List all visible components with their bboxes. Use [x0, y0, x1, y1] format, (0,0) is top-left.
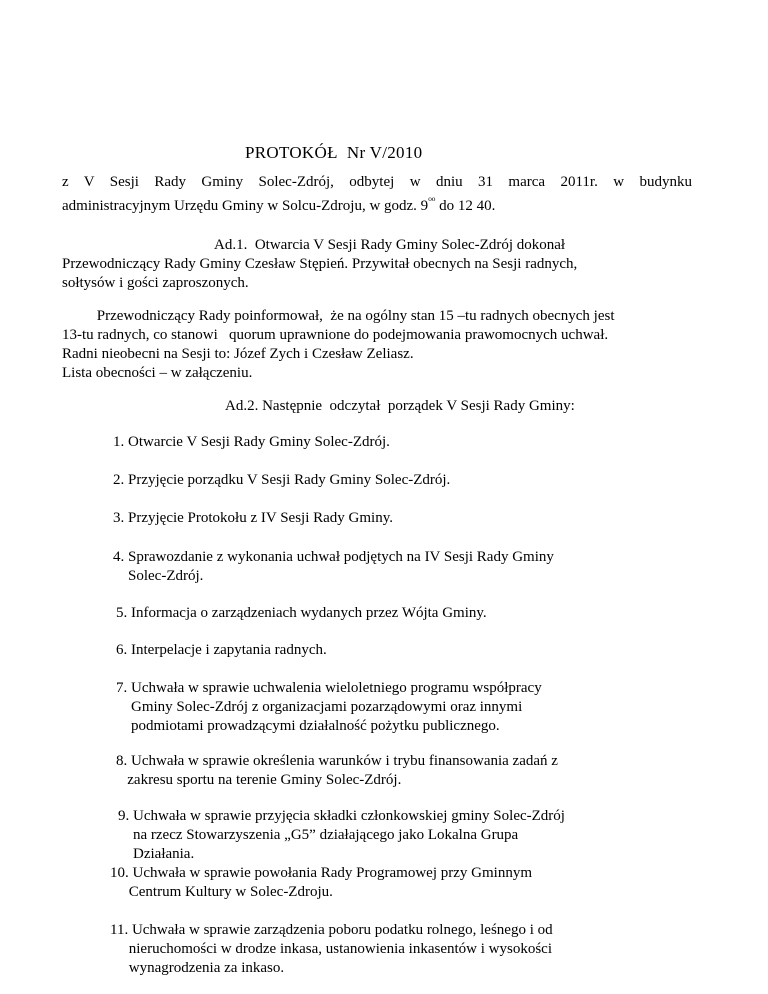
agenda-item-9-line-1: 9. Uchwała w sprawie przyjęcia składki członkowskiej gminy Solec-Zdrój: [118, 808, 565, 824]
time-superscript: ⁰⁰: [428, 196, 436, 206]
quorum-line-2: 13-tu radnych, co stanowi quorum uprawnione do podejmowania prawomocnych uchwał.: [62, 327, 609, 343]
agenda-item-4-line-1: 4. Sprawozdanie z wykonania uchwał podjętych na IV Sesji Rady Gminy: [113, 549, 554, 565]
agenda-item-8-line-1: 8. Uchwała w sprawie określenia warunków i trybu finansowania zadań z: [116, 753, 558, 769]
quorum-line-4: Lista obecności – w załączeniu.: [62, 365, 253, 381]
quorum-line-1: Przewodniczący Rady poinformował, że na ogólny stan 15 –tu radnych obecnych jest: [78, 308, 615, 324]
agenda-item-1: 1. Otwarcie V Sesji Rady Gminy Solec-Zdrój.: [113, 434, 390, 450]
agenda-item-11-line-1: 11. Uchwała w sprawie zarządzenia poboru podatku rolnego, leśnego i od: [110, 922, 553, 938]
agenda-item-7-line-1: 7. Uchwała w sprawie uchwalenia wieloletniego programu współpracy: [116, 680, 542, 696]
quorum-line-3: Radni nieobecni na Sesji to: Józef Zych i Czesław Zeliasz.: [62, 346, 414, 362]
agenda-item-7-line-3: podmiotami prowadzącymi działalność pożytku publicznego.: [116, 718, 500, 734]
document-title: PROTOKÓŁ Nr V/2010: [245, 143, 423, 162]
agenda-item-7-line-2: Gminy Solec-Zdrój z organizacjami pozarządowymi oraz innymi: [116, 699, 523, 715]
agenda-item-5: 5. Informacja o zarządzeniach wydanych przez Wójta Gminy.: [116, 605, 487, 621]
intro-line-2: [62, 192, 495, 215]
ad1-line-3: sołtysów i gości zaproszonych.: [62, 275, 249, 291]
intro-line-2-end: do 12 40.: [435, 198, 496, 214]
agenda-item-9-line-3: Działania.: [118, 846, 195, 862]
agenda-item-6: 6. Interpelacje i zapytania radnych.: [116, 642, 327, 658]
agenda-item-9-line-2: na rzecz Stowarzyszenia „G5” działającego jako Lokalna Grupa: [118, 827, 519, 843]
ad1-line-1: Ad.1. Otwarcia V Sesji Rady Gminy Solec-Zdrój dokonał: [214, 237, 566, 253]
agenda-item-10-line-1: 10. Uchwała w sprawie powołania Rady Programowej przy Gminnym: [110, 865, 532, 881]
agenda-item-11-line-2: nieruchomości w drodze inkasa, ustanowienia inkasentów i wysokości: [110, 941, 552, 957]
agenda-item-8-line-2: zakresu sportu na terenie Gminy Solec-Zdrój.: [116, 772, 402, 788]
agenda-item-11-line-3: wynagrodzenia za inkaso.: [110, 960, 285, 976]
ad2-heading: Ad.2. Następnie odczytał porządek V Sesji Rady Gminy:: [225, 398, 575, 414]
agenda-item-10-line-2: Centrum Kultury w Solec-Zdroju.: [110, 884, 333, 900]
intro-line-2-text: administracyjnym Urzędu Gminy w Solcu-Zdroju, w godz. 9: [62, 198, 429, 214]
agenda-item-2: 2. Przyjęcie porządku V Sesji Rady Gminy Solec-Zdrój.: [113, 472, 451, 488]
intro-line-1: z V Sesji Rady Gminy Solec-Zdrój, odbytej w dniu 31 marca 2011r. w budynku: [62, 174, 692, 190]
agenda-item-4-line-2: Solec-Zdrój.: [113, 568, 204, 584]
agenda-item-3: 3. Przyjęcie Protokołu z IV Sesji Rady Gminy.: [113, 510, 393, 526]
ad1-line-2: Przewodniczący Rady Gminy Czesław Stępień. Przywitał obecnych na Sesji radnych,: [62, 256, 578, 272]
